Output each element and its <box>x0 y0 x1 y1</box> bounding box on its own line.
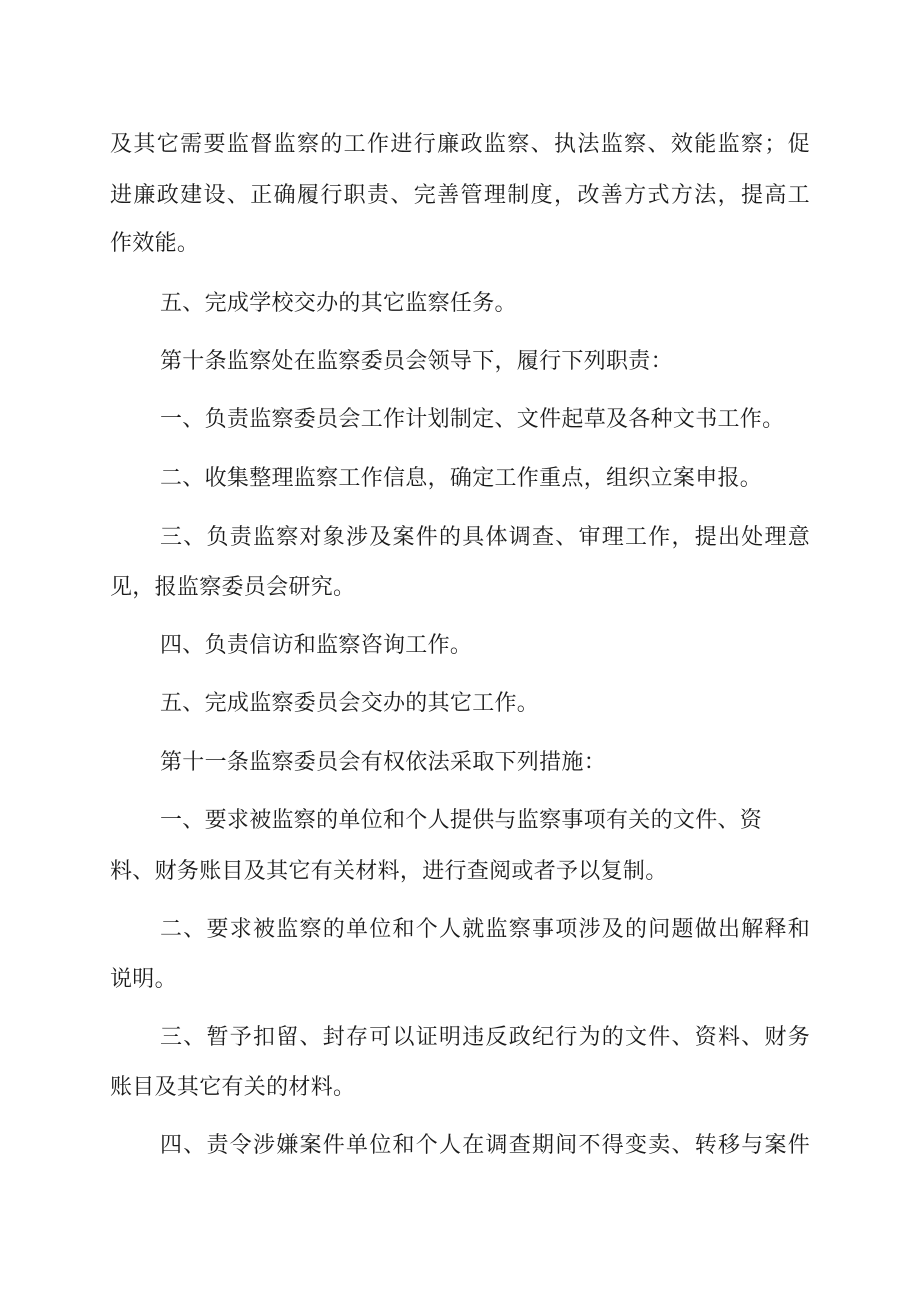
text-line: 及其它需要监督监察的工作进行廉政监察、执法监察、效能监察；促 <box>110 132 810 157</box>
text-line: 四、责令涉嫌案件单位和个人在调查期间不得变卖、转移与案件 <box>160 1133 810 1158</box>
text-line: 二、收集整理监察工作信息，确定工作重点，组织立案申报。 <box>160 466 763 491</box>
section-heading: 第十一条监察委员会有权依法采取下列措施： <box>160 750 607 775</box>
text-line: 五、完成学校交办的其它监察任务。 <box>160 291 517 316</box>
text-line: 一、要求被监察的单位和个人提供与监察事项有关的文件、资 <box>160 808 763 833</box>
text-line: 说明。 <box>110 967 177 992</box>
text-line: 进廉政建设、正确履行职责、完善管理制度，改善方式方法，提高工 <box>110 183 810 208</box>
text-line: 一、负责监察委员会工作计划制定、文件起草及各种文书工作。 <box>160 407 785 432</box>
text-line: 作效能。 <box>110 231 200 256</box>
text-line: 二、要求被监察的单位和个人就监察事项涉及的问题做出解释和 <box>160 917 810 942</box>
text-line: 账目及其它有关的材料。 <box>110 1075 356 1100</box>
text-line: 料、财务账目及其它有关材料，进行查阅或者予以复制。 <box>110 859 668 884</box>
text-line: 见，报监察委员会研究。 <box>110 575 356 600</box>
text-line: 四、负责信访和监察咨询工作。 <box>160 633 473 658</box>
text-line: 三、负责监察对象涉及案件的具体调查、审理工作，提出处理意 <box>160 525 810 550</box>
text-line: 三、暂予扣留、封存可以证明违反政纪行为的文件、资料、财务 <box>160 1025 810 1050</box>
text-line: 五、完成监察委员会交办的其它工作。 <box>160 691 540 716</box>
section-heading: 第十条监察处在监察委员会领导下，履行下列职责： <box>160 349 673 374</box>
